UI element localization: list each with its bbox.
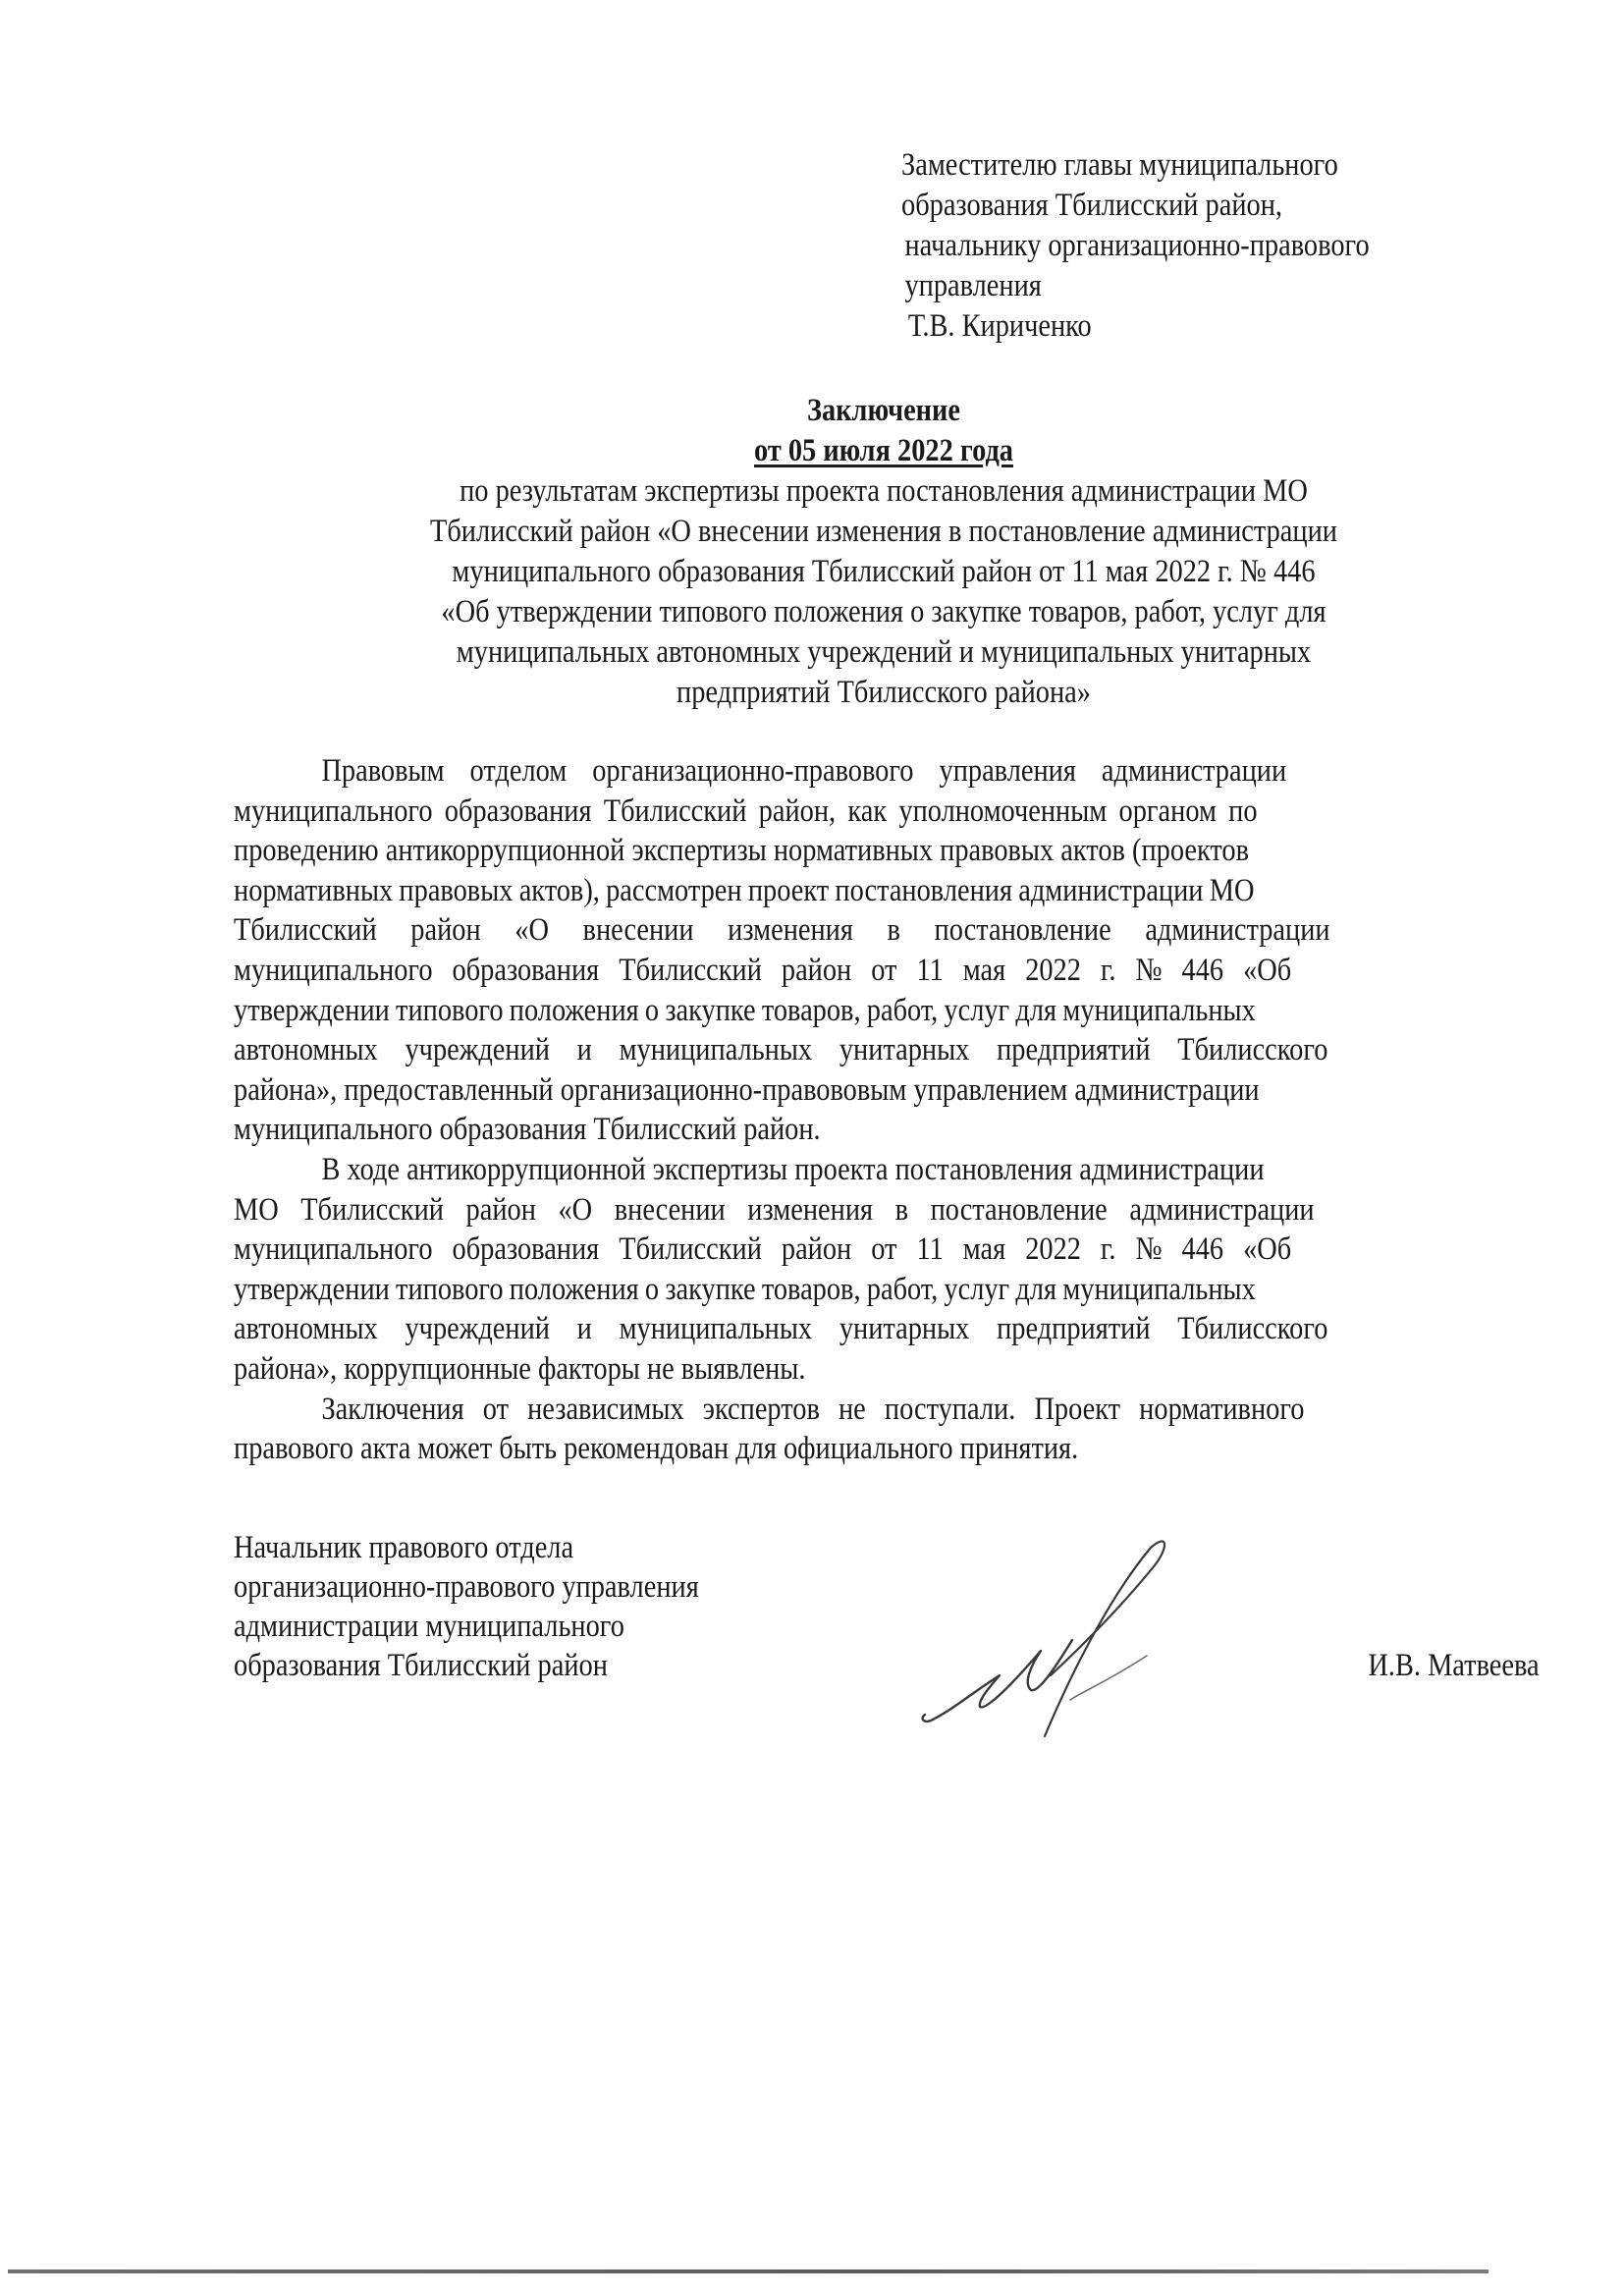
subject-line: муниципальных автономных учреждений и муниципальных унитарных (456, 634, 1312, 670)
body-line: автономных учреждений и муниципальных унитарных предприятий Тбилисского (234, 1311, 1328, 1347)
body-line: нормативных правовых актов), рассмотрен проект постановления администрации МО (234, 872, 1255, 908)
signatory-role-line: Начальник правового отдела (234, 1530, 574, 1565)
addressee-line: Заместителю главы муниципального (901, 147, 1338, 183)
document-subject (236, 471, 1532, 713)
document-body (234, 751, 1536, 1469)
paragraph-review (234, 751, 1536, 1150)
addressee-block (901, 145, 1441, 347)
addressee-line: образования Тбилисский район, (901, 188, 1283, 223)
paragraph-findings (234, 1150, 1536, 1390)
signatory-role-line: организационно-правового управления (234, 1569, 699, 1605)
document-title: Заключение (807, 393, 960, 428)
body-line: утверждении типового положения о закупке товаров, работ, услуг для муниципальных (234, 1271, 1256, 1307)
body-line: муниципального образования Тбилисский район от 11 мая 2022 г. № 446 «Об (234, 1231, 1292, 1268)
body-line: МО Тбилисский район «О внесении изменения в постановление администрации (234, 1191, 1315, 1228)
signatory-role-line: образования Тбилисский район (234, 1648, 608, 1683)
body-line: муниципального образования Тбилисский район от 11 мая 2022 г. № 446 «Об (234, 952, 1292, 988)
body-line: района», предоставленный организационно-правововым управлением администрации (234, 1071, 1260, 1108)
signature-block (234, 1528, 1540, 1744)
handwritten-signature-icon (884, 1518, 1218, 1754)
body-line: Заключения от независимых экспертов не поступали. Проект нормативного (321, 1391, 1305, 1427)
addressee-line: начальнику организационно-правового (904, 228, 1370, 263)
document-date (326, 431, 1440, 471)
subject-line: муниципального образования Тбилисский район от 11 мая 2022 г. № 446 (452, 554, 1316, 589)
signatory-role (234, 1528, 699, 1685)
page-bottom-rule (8, 2269, 1489, 2273)
subject-line: «Об утверждении типового положения о закупке товаров, работ, услуг для (441, 594, 1326, 629)
body-line: муниципального образования Тбилисский район. (234, 1112, 821, 1148)
addressee-name: Т.В. Кириченко (907, 308, 1092, 344)
subject-line: по результатам экспертизы проекта постановления администрации МО (460, 473, 1308, 509)
body-line: проведению антикоррупционной экспертизы нормативных правовых актов (проектов (234, 833, 1250, 869)
subject-line: Тбилисский район «О внесении изменения в постановление администрации (430, 514, 1337, 549)
body-line: утверждении типового положения о закупке товаров, работ, услуг для муниципальных (234, 992, 1256, 1028)
body-line: муниципального образования Тбилисский район, как уполномоченным органом по (234, 793, 1258, 829)
body-line: правового акта может быть рекомендован для официального принятия. (234, 1431, 1079, 1467)
signatory-name: И.В. Матвеева (1368, 1648, 1540, 1683)
body-line: В ходе антикоррупционной экспертизы проекта постановления администрации (321, 1151, 1265, 1187)
subject-line: предприятий Тбилисского района» (677, 675, 1091, 710)
addressee-line: управления (904, 268, 1042, 303)
paragraph-conclusion (234, 1390, 1536, 1469)
body-line: района», коррупционные факторы не выявлены. (234, 1350, 806, 1387)
document-header (236, 391, 1532, 713)
body-line: автономных учреждений и муниципальных унитарных предприятий Тбилисского (234, 1032, 1328, 1068)
body-line: Тбилисский район «О внесении изменения в постановление администрации (234, 912, 1330, 949)
document-date-text: от 05 июля 2022 года (754, 433, 1013, 468)
signatory-role-line: администрации муниципального (234, 1609, 624, 1644)
body-line: Правовым отделом организационно-правового управления администрации (321, 753, 1287, 789)
